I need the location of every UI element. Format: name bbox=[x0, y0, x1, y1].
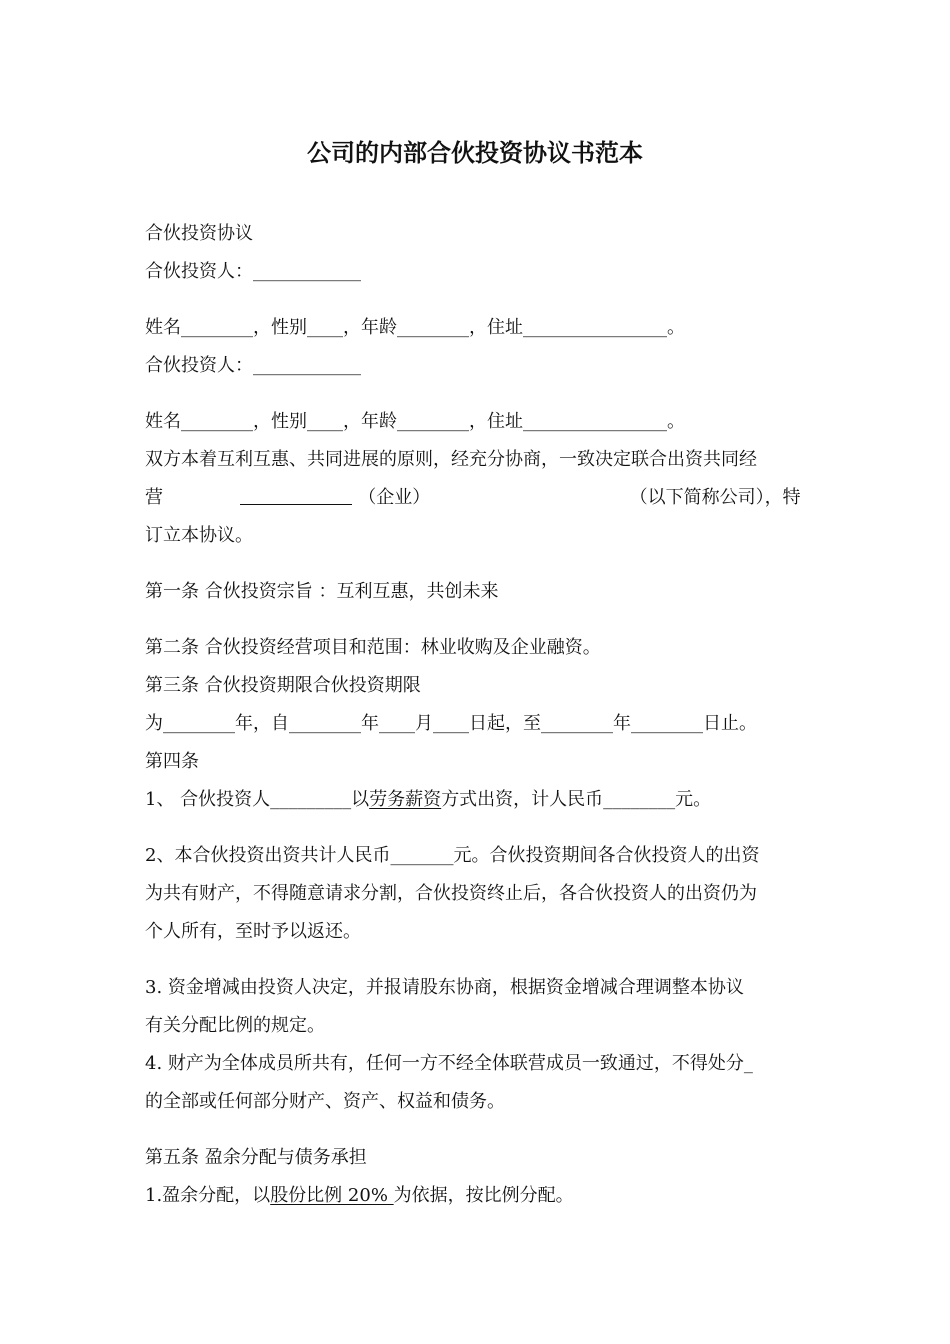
enterprise-name-blank bbox=[240, 486, 352, 505]
article-3-term: 为________年，自________年____月____日起，至________年________日止。 bbox=[145, 713, 757, 734]
article-1: 第一条 合伙投资宗旨 ：互利互惠，共创未来 bbox=[145, 581, 499, 602]
preamble-word: 营 bbox=[145, 487, 163, 508]
article-5: 第五条 盈余分配与债务承担 bbox=[145, 1147, 367, 1168]
preamble-line-3: 订立本协议。 bbox=[145, 525, 253, 546]
enterprise-label: （企业） bbox=[358, 487, 431, 508]
preamble-line-1: 双方本着互利互惠、共同进展的原则，经充分协商，一致决定联合出资共同经 bbox=[145, 449, 757, 470]
heading-agreement: 合伙投资协议 bbox=[145, 223, 253, 244]
article-5-clause-1: 1.盈余分配，以股份比例 20% 为依据，按比例分配。 bbox=[145, 1185, 574, 1206]
article-4: 第四条 bbox=[145, 751, 199, 772]
article-4-clause-1: 1、 合伙投资人_________以劳务薪资方式出资，计人民币________元。 bbox=[145, 789, 712, 810]
article-4-clause-4-line-2: 的全部或任何部分财产、资产、权益和债务。 bbox=[145, 1091, 505, 1112]
document-title: 公司的内部合伙投资协议书范本 bbox=[307, 139, 643, 167]
company-abbrev-note: （以下简称公司），特 bbox=[629, 487, 801, 508]
article-4-clause-4-line-1: 4. 财产为全体成员所共有，任何一方不经全体联营成员一致通过，不得处分_ bbox=[145, 1053, 753, 1074]
article-4-clause-2-line-3: 个人所有，至时予以返还。 bbox=[145, 921, 361, 942]
preamble-line-2 bbox=[145, 486, 810, 510]
article-4-clause-3-line-1: 3. 资金增减由投资人决定，并报请股东协商，根据资金增减合理调整本协议 bbox=[145, 977, 744, 998]
article-4-clause-2-line-1: 2、本合伙投资出资共计人民币_______元。合伙投资期间各合伙投资人的出资 bbox=[145, 845, 760, 866]
profit-share-basis: 股份比例 20% bbox=[270, 1185, 394, 1206]
article-4-clause-2-line-2: 为共有财产，不得随意请求分割，合伙投资终止后，各合伙投资人的出资仍为 bbox=[145, 883, 757, 904]
article-2: 第二条 合伙投资经营项目和范围：林业收购及企业融资。 bbox=[145, 637, 601, 658]
contribution-method: 劳务薪资 bbox=[369, 789, 442, 810]
article-3: 第三条 合伙投资期限合伙投资期限 bbox=[145, 675, 421, 696]
article-4-clause-3-line-2: 有关分配比例的规定。 bbox=[145, 1015, 325, 1036]
partner-line-1: 合伙投资人：____________ bbox=[145, 261, 361, 282]
partner-details-2: 姓名________，性别____，年龄________，住址________________。 bbox=[145, 411, 685, 432]
partner-details-1: 姓名________，性别____，年龄________，住址________________。 bbox=[145, 317, 685, 338]
partner-line-2: 合伙投资人：____________ bbox=[145, 355, 361, 376]
